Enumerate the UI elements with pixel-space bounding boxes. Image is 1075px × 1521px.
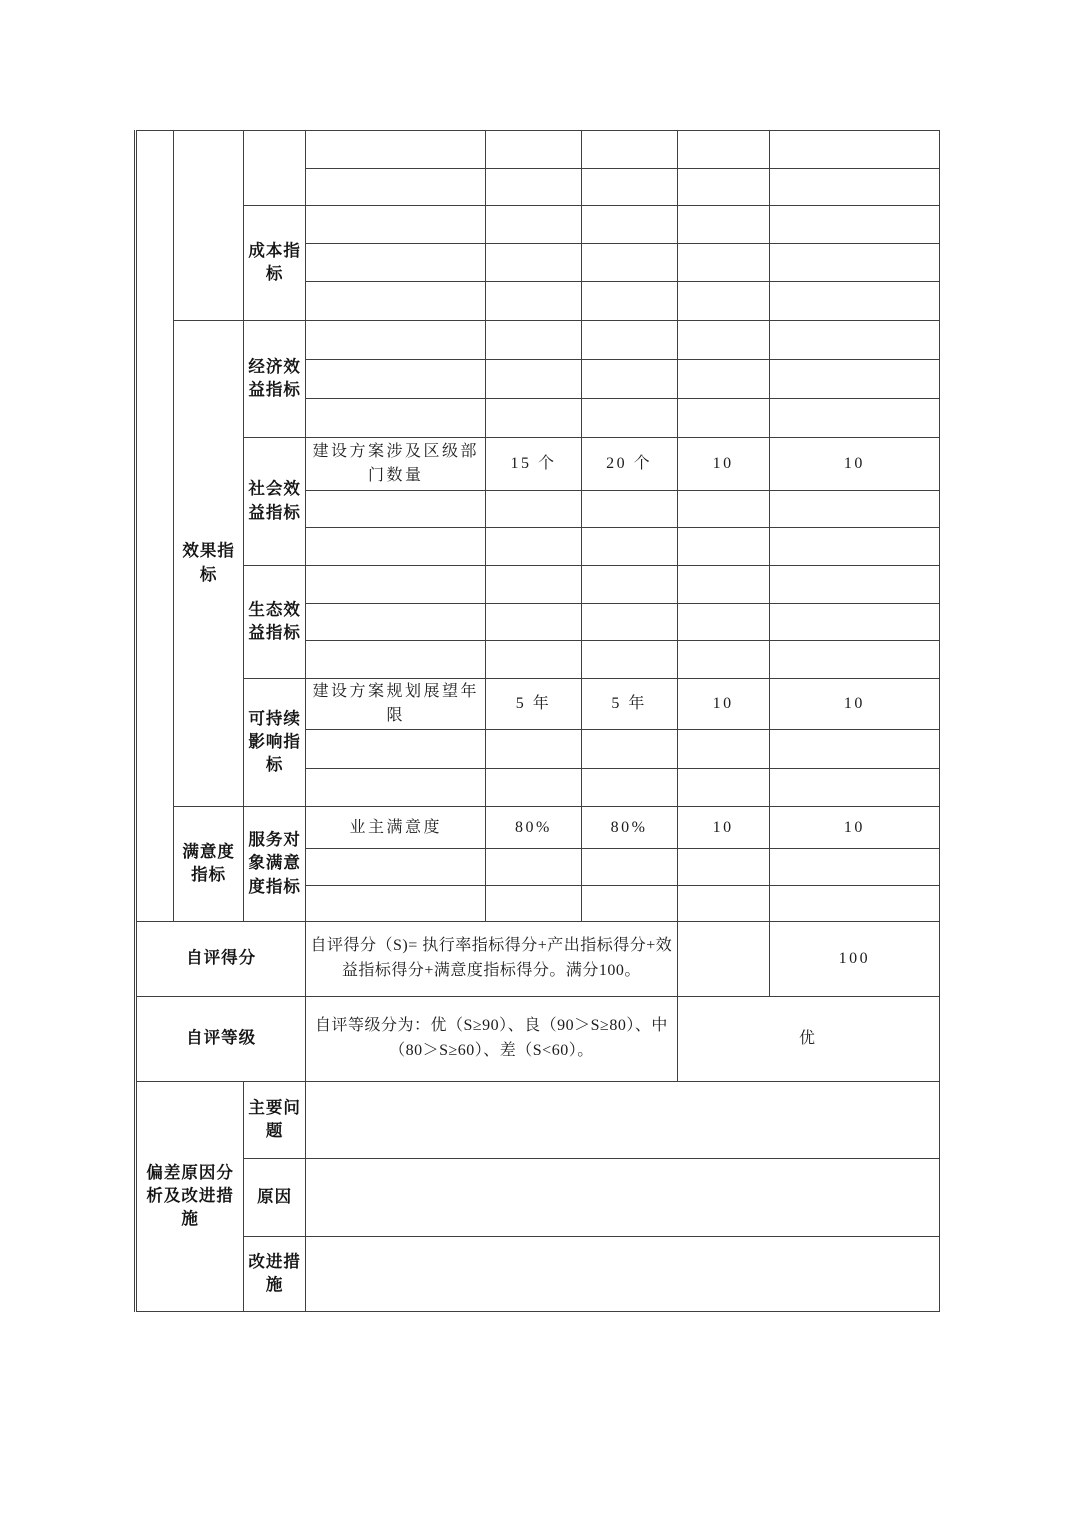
cell-category-effect: 效果指标 (174, 321, 244, 807)
cell-indicator-name: 业主满意度 (306, 807, 486, 849)
table-row (136, 131, 940, 169)
cell-weight (677, 849, 769, 886)
cell-score (769, 528, 939, 566)
cell-score (769, 886, 939, 922)
cell-indicator-name (306, 886, 486, 922)
cell-actual-value (581, 244, 677, 282)
cell-indicator-name (306, 528, 486, 566)
cell-score (769, 360, 939, 399)
table-row-self-grade (136, 997, 940, 1082)
cell-category-satisfaction: 满意度指标 (174, 807, 244, 922)
cell-weight (677, 730, 769, 769)
performance-evaluation-table (134, 130, 940, 1312)
cell-score (769, 730, 939, 769)
cell-score: 10 (769, 679, 939, 730)
cell-weight (677, 206, 769, 244)
cell-indicator-name (306, 169, 486, 206)
cell-weight (677, 641, 769, 679)
cell-score (769, 769, 939, 807)
cell-target-value (486, 321, 581, 360)
cell-actual-value (581, 730, 677, 769)
table-row-sustainable-impact (136, 679, 940, 730)
cell-target-value (486, 849, 581, 886)
cell-indicator-name (306, 641, 486, 679)
cell-improvement-content (306, 1237, 940, 1312)
cell-weight (677, 566, 769, 604)
cell-subcategory-continued (244, 131, 306, 206)
table-row-main-problem (136, 1082, 940, 1159)
cell-self-score-label: 自评得分 (136, 922, 306, 997)
cell-actual-value (581, 528, 677, 566)
cell-subcategory-social: 社会效益指标 (244, 438, 306, 566)
cell-subcategory-sustainable: 可持续影响指标 (244, 679, 306, 807)
table-row-self-score (136, 922, 940, 997)
cell-score: 10 (769, 438, 939, 491)
cell-indicator-name (306, 206, 486, 244)
cell-weight (677, 604, 769, 641)
cell-weight (677, 399, 769, 438)
cell-reason-content (306, 1159, 940, 1237)
cell-actual-value: 20 个 (581, 438, 677, 491)
cell-main-problem-content (306, 1082, 940, 1159)
cell-target-value (486, 244, 581, 282)
cell-target-value (486, 131, 581, 169)
table-row-social-benefit (136, 438, 940, 491)
cell-actual-value (581, 282, 677, 321)
cell-indicator-name (306, 730, 486, 769)
cell-target-value (486, 169, 581, 206)
cell-actual-value (581, 360, 677, 399)
cell-target-value (486, 886, 581, 922)
cell-indicator-name (306, 244, 486, 282)
cell-target-value (486, 641, 581, 679)
cell-weight (677, 321, 769, 360)
cell-actual-value: 80% (581, 807, 677, 849)
cell-target-value (486, 206, 581, 244)
cell-actual-value (581, 566, 677, 604)
cell-target-value: 80% (486, 807, 581, 849)
cell-score (769, 399, 939, 438)
table-row (136, 566, 940, 604)
cell-target-value (486, 566, 581, 604)
cell-indicator-name (306, 131, 486, 169)
cell-target-value (486, 528, 581, 566)
cell-target-value: 15 个 (486, 438, 581, 491)
cell-indicator-name (306, 321, 486, 360)
cell-score (769, 566, 939, 604)
cell-subcategory-cost: 成本指标 (244, 206, 306, 321)
cell-score (769, 849, 939, 886)
cell-deviation-label: 偏差原因分析及改进措施 (136, 1082, 244, 1312)
cell-weight: 10 (677, 438, 769, 491)
cell-self-score-spacer (677, 922, 769, 997)
cell-indicator-name (306, 282, 486, 321)
cell-score (769, 244, 939, 282)
cell-indicator-name: 建设方案涉及区级部门数量 (306, 438, 486, 491)
cell-subcategory-service-satisfaction: 服务对象满意度指标 (244, 807, 306, 922)
cell-self-grade-label: 自评等级 (136, 997, 306, 1082)
cell-weight (677, 169, 769, 206)
cell-target-value (486, 769, 581, 807)
cell-target-value (486, 491, 581, 528)
cell-score (769, 169, 939, 206)
cell-indicator-name (306, 849, 486, 886)
cell-actual-value (581, 321, 677, 360)
cell-score (769, 491, 939, 528)
table-row-reason (136, 1159, 940, 1237)
cell-left-spacer (136, 131, 174, 922)
cell-self-grade-value: 优 (677, 997, 939, 1082)
cell-actual-value: 5 年 (581, 679, 677, 730)
cell-target-value (486, 282, 581, 321)
cell-target-value: 5 年 (486, 679, 581, 730)
cell-indicator-name (306, 566, 486, 604)
cell-actual-value (581, 491, 677, 528)
cell-subcategory-ecological: 生态效益指标 (244, 566, 306, 679)
cell-actual-value (581, 399, 677, 438)
cell-actual-value (581, 769, 677, 807)
cell-indicator-name (306, 604, 486, 641)
cell-score (769, 206, 939, 244)
cell-score (769, 321, 939, 360)
cell-score (769, 641, 939, 679)
table-row (136, 206, 940, 244)
table-row-improvement (136, 1237, 940, 1312)
cell-weight: 10 (677, 807, 769, 849)
cell-actual-value (581, 886, 677, 922)
cell-improvement-label: 改进措施 (244, 1237, 306, 1312)
cell-weight (677, 886, 769, 922)
cell-weight (677, 528, 769, 566)
cell-weight (677, 360, 769, 399)
cell-target-value (486, 730, 581, 769)
cell-indicator-name (306, 769, 486, 807)
cell-weight (677, 131, 769, 169)
cell-weight (677, 491, 769, 528)
cell-self-score-formula: 自评得分（S)= 执行率指标得分+产出指标得分+效益指标得分+满意度指标得分。满分100。 (306, 922, 677, 997)
cell-self-score-value: 100 (769, 922, 939, 997)
cell-score (769, 282, 939, 321)
cell-weight (677, 282, 769, 321)
cell-actual-value (581, 131, 677, 169)
cell-weight (677, 769, 769, 807)
cell-indicator-name (306, 360, 486, 399)
cell-weight (677, 244, 769, 282)
cell-score (769, 604, 939, 641)
cell-actual-value (581, 641, 677, 679)
cell-category-continued (174, 131, 244, 321)
cell-target-value (486, 399, 581, 438)
cell-target-value (486, 604, 581, 641)
cell-indicator-name: 建设方案规划展望年限 (306, 679, 486, 730)
cell-actual-value (581, 604, 677, 641)
table-row-owner-satisfaction (136, 807, 940, 849)
cell-self-grade-formula: 自评等级分为：优（S≥90）、良（90＞S≥80）、中（80＞S≥60）、差（S<60）。 (306, 997, 677, 1082)
cell-subcategory-economic: 经济效益指标 (244, 321, 306, 438)
cell-weight: 10 (677, 679, 769, 730)
cell-target-value (486, 360, 581, 399)
cell-score: 10 (769, 807, 939, 849)
cell-score (769, 131, 939, 169)
table-row (136, 321, 940, 360)
cell-reason-label: 原因 (244, 1159, 306, 1237)
cell-actual-value (581, 169, 677, 206)
cell-indicator-name (306, 491, 486, 528)
cell-indicator-name (306, 399, 486, 438)
cell-main-problem-label: 主要问题 (244, 1082, 306, 1159)
cell-actual-value (581, 206, 677, 244)
cell-actual-value (581, 849, 677, 886)
